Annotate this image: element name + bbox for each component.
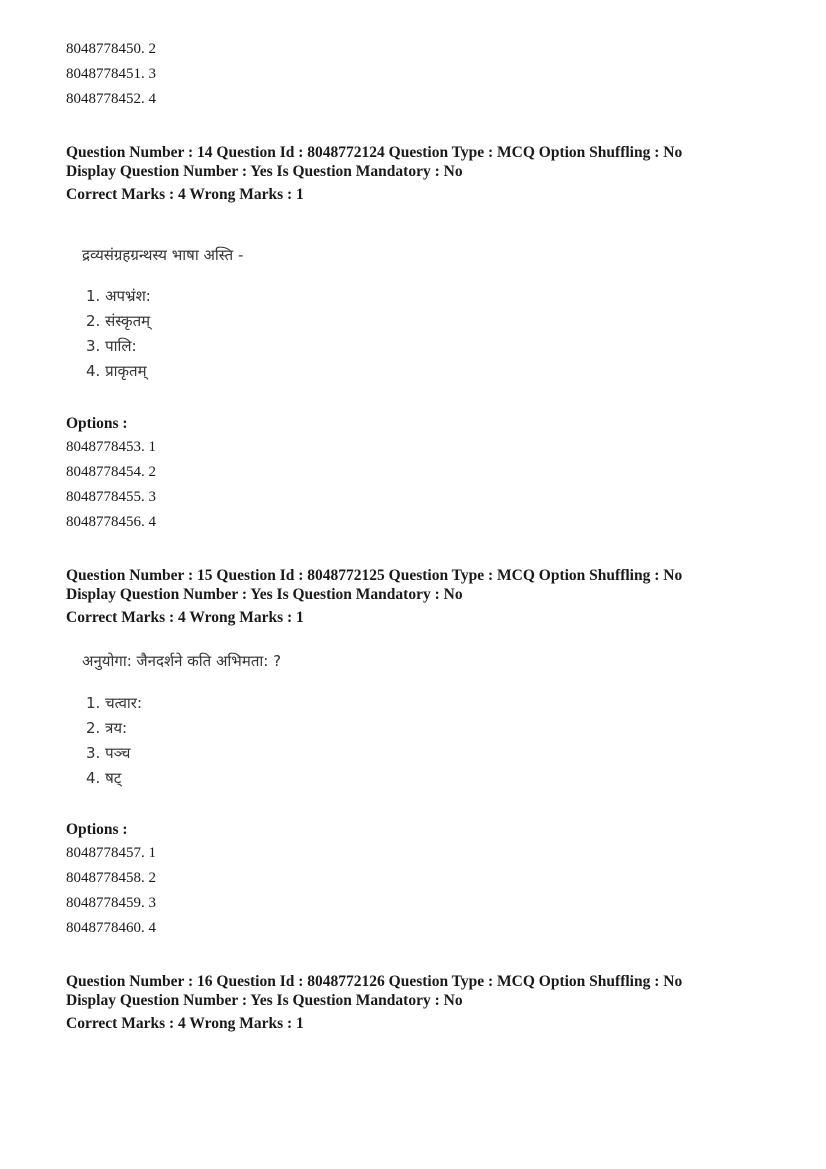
answer-choice: 4. षट् — [86, 769, 122, 787]
option-line: 8048778459. 3 — [66, 895, 156, 911]
question-header: Question Number : 14 Question Id : 8048772124 Question Type : MCQ Option Shuffling : No — [66, 144, 683, 161]
option-line: 8048778455. 3 — [66, 489, 156, 505]
answer-choice: 4. प्राकृतम् — [86, 362, 147, 380]
option-line: 8048778452. 4 — [66, 91, 156, 107]
question-marks: Correct Marks : 4 Wrong Marks : 1 — [66, 186, 304, 203]
option-line: 8048778460. 4 — [66, 920, 156, 936]
option-line: 8048778456. 4 — [66, 514, 156, 530]
question-text: द्रव्यसंग्रहग्रन्थस्य भाषा अस्ति - — [82, 246, 244, 264]
question-text: अनुयोगा: जैनदर्शने कति अभिमता: ? — [82, 652, 282, 670]
question-header: Display Question Number : Yes Is Question Mandatory : No — [66, 992, 463, 1009]
option-line: 8048778451. 3 — [66, 66, 156, 82]
question-header: Question Number : 16 Question Id : 8048772126 Question Type : MCQ Option Shuffling : No — [66, 973, 683, 990]
option-line: 8048778454. 2 — [66, 464, 156, 480]
options-label: Options : — [66, 821, 128, 838]
answer-choice: 1. अपभ्रंश: — [86, 287, 151, 305]
option-line: 8048778458. 2 — [66, 870, 156, 886]
question-header: Display Question Number : Yes Is Question Mandatory : No — [66, 163, 463, 180]
option-line: 8048778453. 1 — [66, 439, 156, 455]
answer-choice: 1. चत्वार: — [86, 694, 142, 712]
option-line: 8048778450. 2 — [66, 41, 156, 57]
option-line: 8048778457. 1 — [66, 845, 156, 861]
answer-choice: 3. पालि: — [86, 337, 137, 355]
options-label: Options : — [66, 415, 128, 432]
answer-choice: 2. त्रय: — [86, 719, 128, 737]
question-marks: Correct Marks : 4 Wrong Marks : 1 — [66, 609, 304, 626]
answer-choice: 2. संस्कृतम् — [86, 312, 151, 330]
question-header: Display Question Number : Yes Is Question Mandatory : No — [66, 586, 463, 603]
question-marks: Correct Marks : 4 Wrong Marks : 1 — [66, 1015, 304, 1032]
answer-choice: 3. पञ्च — [86, 744, 131, 762]
question-header: Question Number : 15 Question Id : 8048772125 Question Type : MCQ Option Shuffling : No — [66, 567, 683, 584]
